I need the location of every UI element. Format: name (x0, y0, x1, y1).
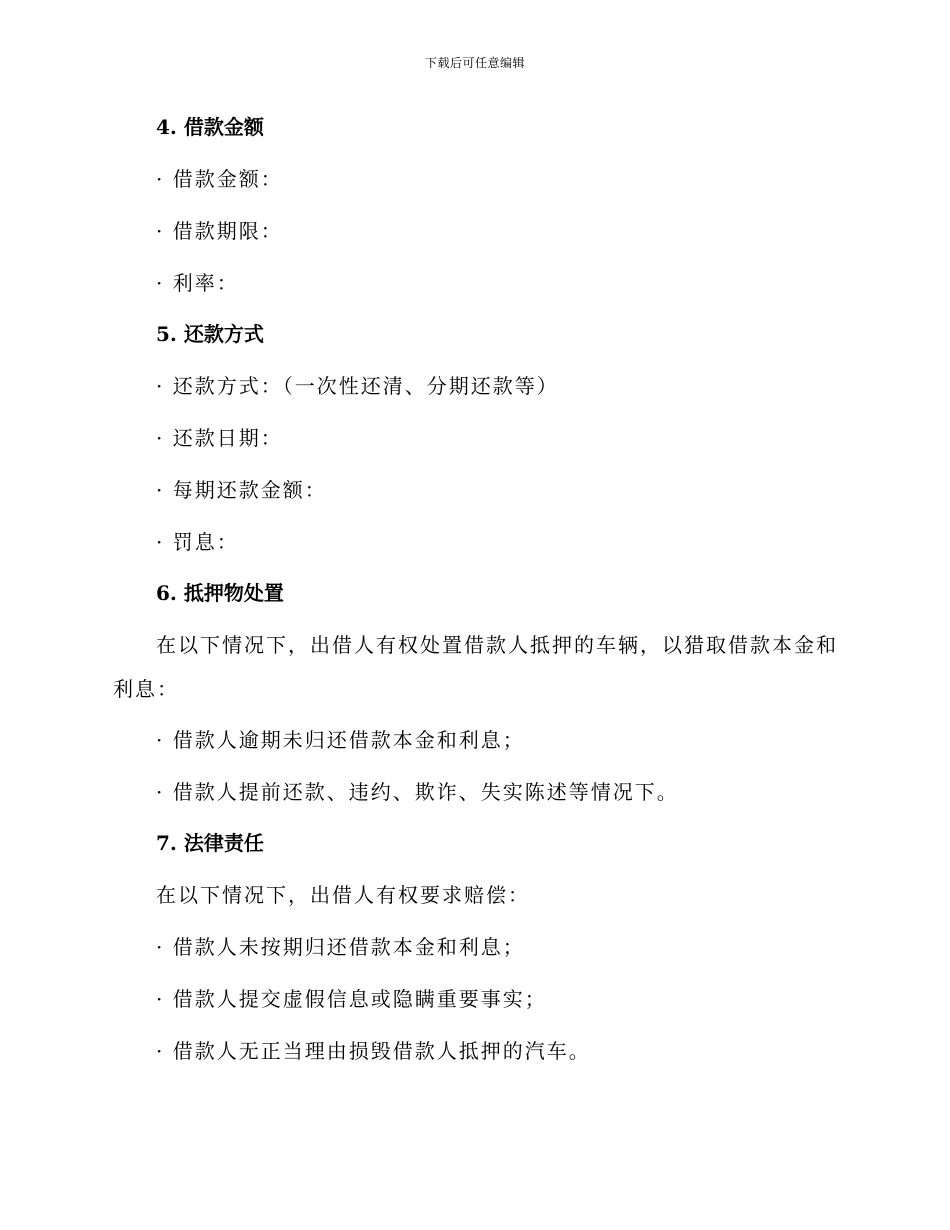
page-header: 下载后可任意编辑 (424, 56, 525, 70)
list-item-loan-term: · 借款期限： (156, 219, 283, 243)
list-item-repayment-method: · 还款方式：（一次性还清、分期还款等） (156, 374, 559, 398)
section-heading-legal-liability: 7. 法律责任 (156, 831, 264, 855)
list-item-late-repayment: · 借款人未按期归还借款本金和利息； (156, 935, 525, 959)
list-item-installment-amount: · 每期还款金额： (156, 478, 327, 502)
list-item-vehicle-damage: · 借款人无正当理由损毁借款人抵押的汽车。 (156, 1039, 591, 1063)
paragraph-collateral-line-1: 在以下情况下，出借人有权处置借款人抵押的车辆，以猎取借款本金和 (156, 633, 838, 657)
list-item-repayment-date: · 还款日期： (156, 426, 283, 450)
list-item-penalty-interest: · 罚息： (156, 530, 239, 554)
list-item-false-information: · 借款人提交虚假信息或隐瞒重要事实； (156, 987, 547, 1011)
paragraph-collateral-line-2: 利息： (113, 677, 179, 701)
list-item-interest-rate: · 利率： (156, 271, 239, 295)
list-item-breach: · 借款人提前还款、违约、欺诈、失实陈述等情况下。 (156, 780, 679, 804)
paragraph-legal-liability: 在以下情况下，出借人有权要求赔偿： (156, 883, 530, 907)
section-heading-repayment-method: 5. 还款方式 (156, 322, 264, 346)
section-heading-loan-amount: 4. 借款金额 (156, 115, 264, 139)
list-item-loan-amount: · 借款金额： (156, 167, 283, 191)
list-item-overdue: · 借款人逾期未归还借款本金和利息； (156, 728, 525, 752)
section-heading-collateral-disposal: 6. 抵押物处置 (156, 581, 284, 605)
